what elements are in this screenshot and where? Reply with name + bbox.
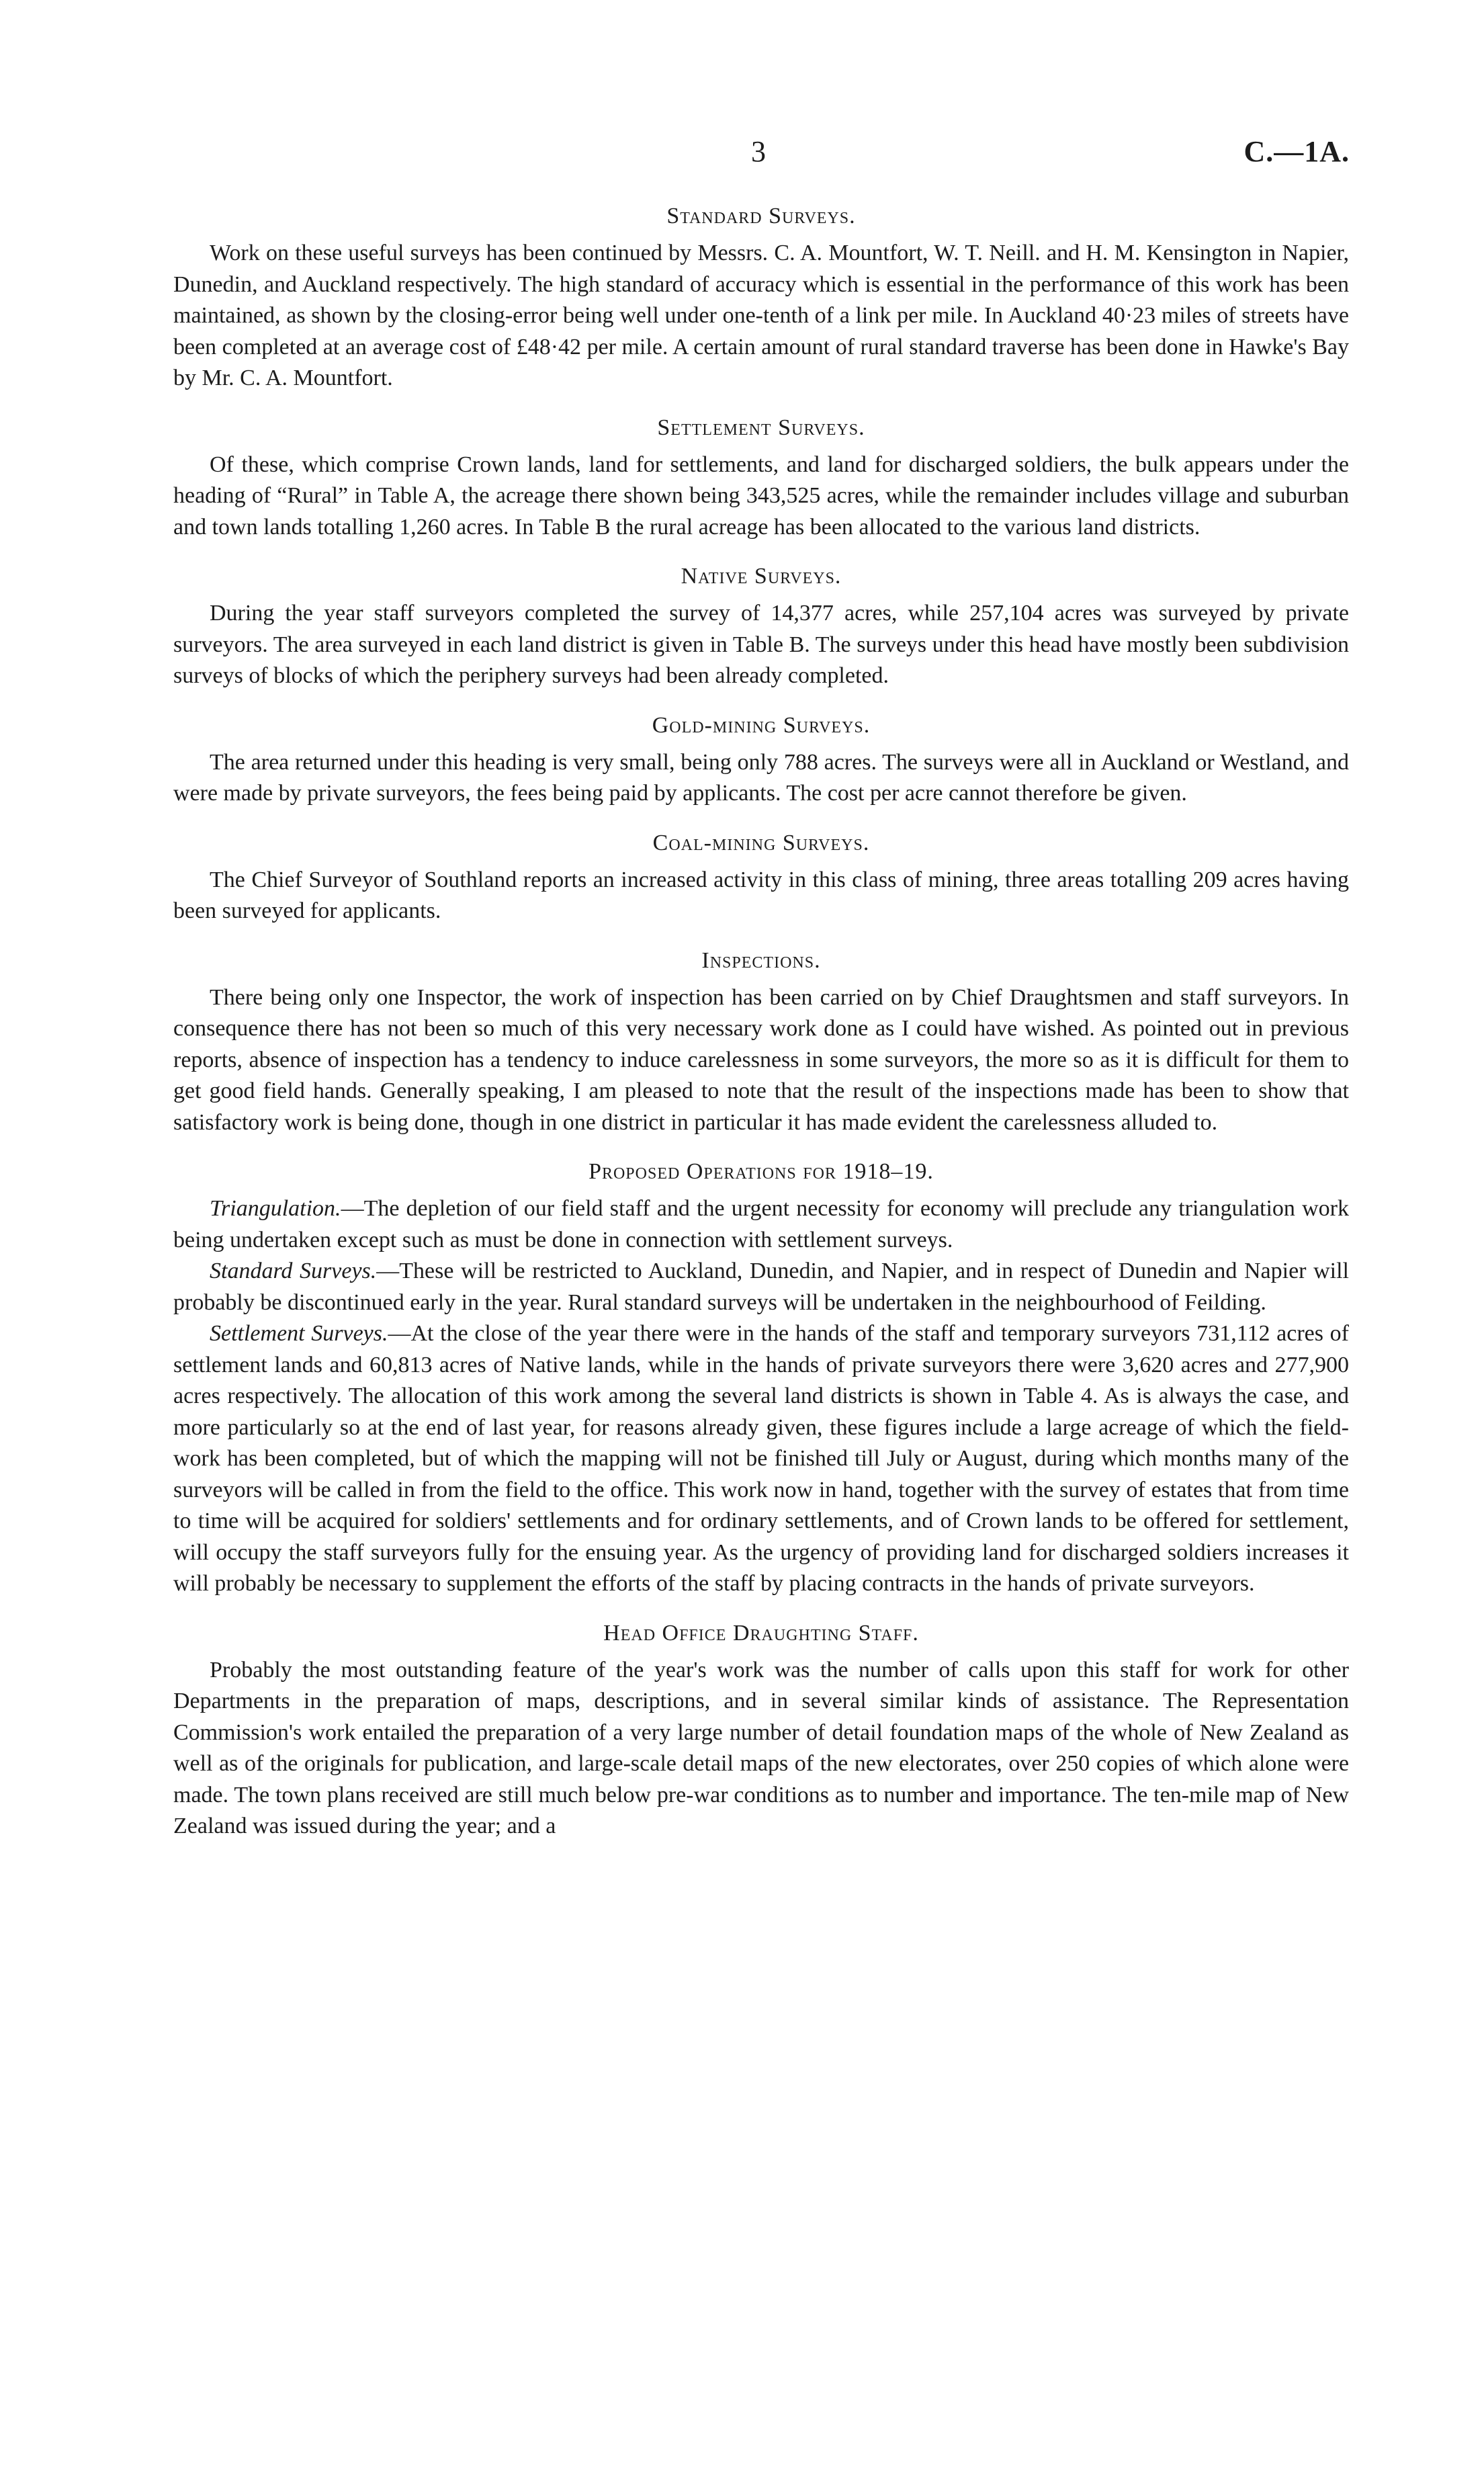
- paragraph: [173, 450, 1349, 544]
- paragraph: [173, 747, 1349, 810]
- paragraph-text: The area returned under this heading is very small, being only 788 acres. The surveys were all in Auckland or Westland, and were made by private surveyors, the fees being paid by applicants. The cost per acre cannot therefore be given.: [173, 749, 1349, 806]
- section-heading: Inspections.: [701, 947, 821, 973]
- document-body: [173, 202, 1349, 1861]
- paragraph-text: During the year staff surveyors completed the survey of 14,377 acres, while 257,104 acres was surveyed by private surveyors. The area surveyed in each land district is given in Table B. The surveys under this head have mostly been subdivision surveys of blocks of which the periphery surveys had been already completed.: [173, 601, 1349, 688]
- paragraph: [173, 598, 1349, 692]
- paragraph-lead: Triangulation.: [210, 1196, 341, 1221]
- section-heading: Settlement Surveys.: [657, 415, 865, 440]
- section: [173, 946, 1349, 1139]
- paragraph: [173, 1256, 1349, 1318]
- paragraph: [173, 982, 1349, 1139]
- section-heading: Head Office Draughting Staff.: [603, 1620, 919, 1646]
- paragraph-text: Of these, which comprise Crown lands, land for settlements, and land for discharged soldiers, the bulk appears under the heading of “Rural” in Table A, the acreage there shown being 343,525 acres, while the remainder includes village and suburban and town lands totalling 1,260 acres. In Table B the rural acreage has been allocated to the various land districts.: [173, 452, 1349, 540]
- section-heading: Native Surveys.: [681, 564, 842, 589]
- section: [173, 1619, 1349, 1842]
- section: [173, 562, 1349, 692]
- paragraph-text: —These will be restricted to Auckland, Dunedin, and Napier, and in respect of Dunedin and Napier will probably be discontinued early in the year. Rural standard surveys will be undertaken in the neighbourhood of Feilding.: [173, 1259, 1349, 1315]
- paragraph-text: Work on these useful surveys has been continued by Messrs. C. A. Mountfort, W. T. Neill. and H. M. Kensington in Napier, Dunedin, and Auckland respectively. The high standard of accuracy which is essential in the performance of this work has been maintained, as shown by the closing-error being well under one-tenth of a link per mile. In Auckland 40·23 miles of streets have been completed at an average cost of £48·42 per mile. A certain amount of rural standard traverse has been done in Hawke's Bay by Mr. C. A. Mountfort.: [173, 241, 1349, 390]
- paragraph-text: Probably the most outstanding feature of the year's work was the number of calls upon this staff for work for other Departments in the preparation of maps, descriptions, and in several similar kinds of assistance. The Representation Commission's work entailed the preparation of a very large number of detail foundation maps of the whole of New Zealand as well as of the originals for publication, and large-scale detail maps of the new electorates, over 250 copies of which alone were made. The town plans received are still much below pre-war conditions as to number and importance. The ten-mile map of New Zealand was issued during the year; and a: [173, 1657, 1349, 1838]
- section-heading: Standard Surveys.: [666, 204, 856, 228]
- paragraph: [173, 1655, 1349, 1842]
- paragraph: [173, 238, 1349, 394]
- paragraph-lead: Standard Surveys.: [210, 1259, 377, 1283]
- paragraph-text: There being only one Inspector, the work of inspection has been carried on by Chief Draughtsmen and staff surveyors. In consequence there has not been so much of this very necessary work done as I could have wished. As pointed out in previous reports, absence of inspection has a tendency to induce carelessness in some surveyors, the more so as it is difficult for them to get good field hands. Generally speaking, I am pleased to note that the result of the inspections made has been to show that satisfactory work is being done, though in one district in particular it has made evident the carelessness alluded to.: [173, 984, 1349, 1135]
- document-code: C.—1A.: [1243, 135, 1350, 168]
- section: [173, 1157, 1349, 1600]
- paragraph: [173, 1318, 1349, 1600]
- section: [173, 413, 1349, 544]
- paragraph-text: The Chief Surveyor of Southland reports an increased activity in this class of mining, three areas totalling 209 acres having been surveyed for applicants.: [173, 867, 1349, 923]
- paragraph-text: —At the close of the year there were in the hands of the staff and temporary surveyors 731,112 acres of settlement lands and 60,813 acres of Native lands, while in the hands of private surveyors there were 3,620 acres and 277,900 acres respectively. The allocation of this work among the several land districts is shown in Table 4. As is always the case, and more particularly so at the end of last year, for reasons already given, these figures include a large acreage of which the field-work has been completed, but of which the mapping will not be finished till July or August, during which months many of the surveyors will be called in from the field to the office. This work now in hand, together with the survey of estates that from time to time will be acquired for soldiers' settlements and for ordinary settlements, and of Crown lands to be offered for settlement, will occupy the staff surveyors fully for the ensuing year. As the urgency of providing land for discharged soldiers increases it will probably be necessary to supplement the efforts of the staff by placing contracts in the hands of private surveyors.: [173, 1321, 1349, 1596]
- section-heading: Gold-mining Surveys.: [652, 712, 871, 738]
- page-header: [173, 134, 1350, 175]
- paragraph: [173, 1193, 1349, 1256]
- section: [173, 202, 1349, 394]
- paragraph-lead: Settlement Surveys.: [210, 1321, 388, 1346]
- section-heading: Proposed Operations for 1918–19.: [588, 1159, 934, 1184]
- page-number: 3: [751, 135, 766, 168]
- section: [173, 828, 1349, 927]
- section-heading: Coal-mining Surveys.: [652, 830, 870, 855]
- paragraph: [173, 865, 1349, 927]
- paragraph-text: —The depletion of our field staff and the urgent necessity for economy will preclude any triangulation work being undertaken except such as must be done in connection with settlement surveys.: [173, 1196, 1349, 1252]
- section: [173, 711, 1349, 810]
